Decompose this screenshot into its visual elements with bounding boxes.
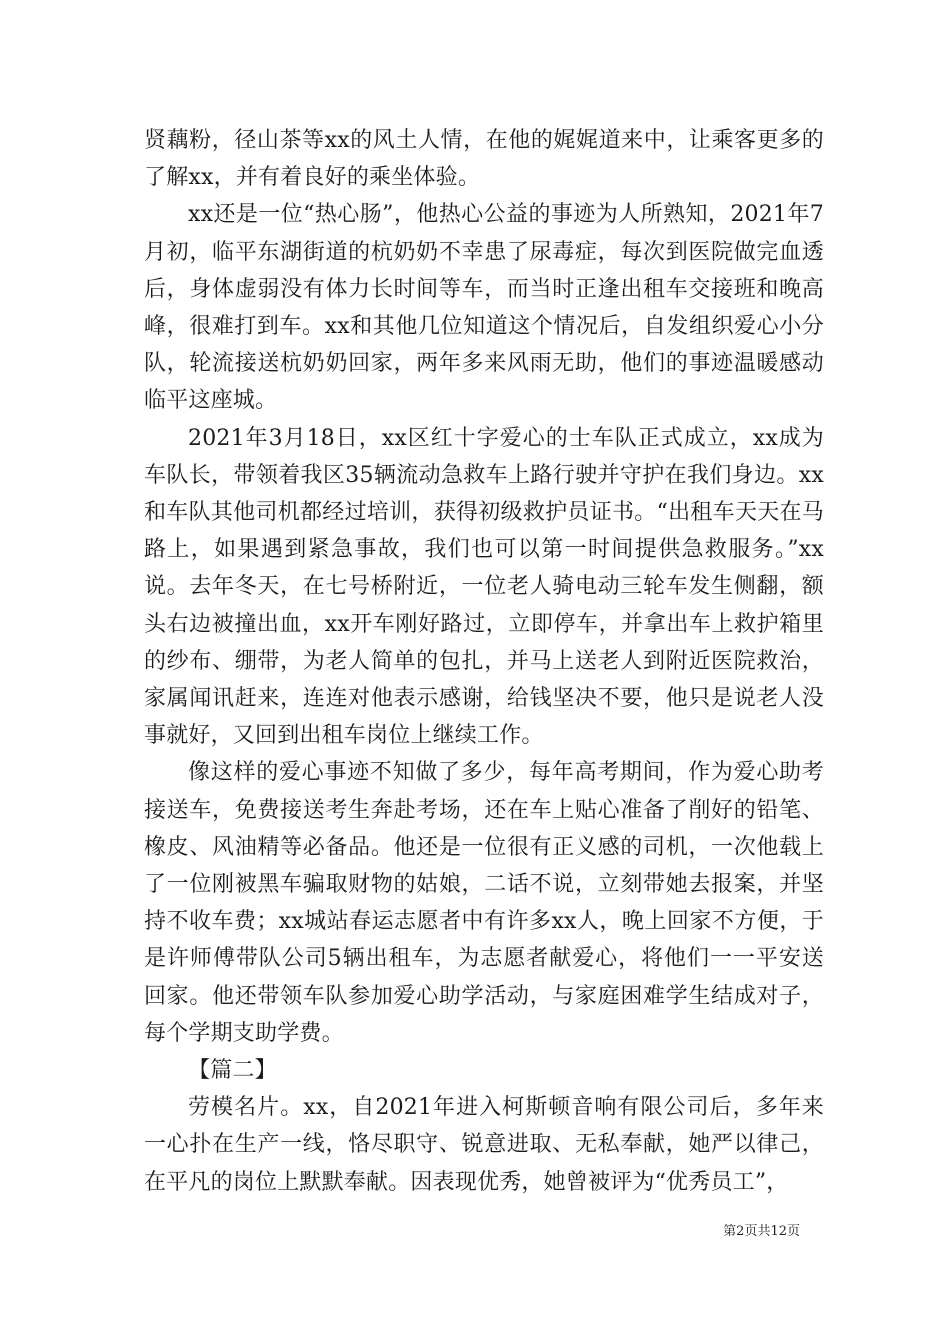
paragraph-3: 2021年3月18日，xx区红十字爱心的士车队正式成立，xx成为车队长，带领着我区35辆流动急救车上路行驶并守护在我们身边。xx和车队其他司机都经过培训，获得初级救护员证书。“出租车天天在马路上，如果遇到紧急事故，我们也可以第一时间提供急救服务。”xx说。去年冬天，在七号桥附近，一位老人骑电动三轮车发生侧翻，额头右边被撞出血，xx开车刚好路过，立即停车，并拿出车上救护箱里的纱布、绷带，为老人简单的包扎，并马上送老人到附近医院救治，家属闻讯赶来，连连对他表示感谢，给钱坚决不要，他只是说老人没事就好，又回到出租车岗位上继续工作。 <box>144 425 824 749</box>
paragraph-1: 贤藕粉，径山茶等xx的风土人情，在他的娓娓道来中，让乘客更多的了解xx，并有着良好的乘坐体验。 <box>144 128 824 191</box>
page-number-footer: 第2页共12页 <box>723 1224 800 1239</box>
paragraph-5: 劳模名片。xx，自2021年进入柯斯顿音响有限公司后，多年来一心扑在生产一线，恪尽职守、锐意进取、无私奉献，她严以律己，在平凡的岗位上默默奉献。因表现优秀，她曾被评为“优秀员工”， <box>144 1095 824 1195</box>
paragraph-2: xx还是一位“热心肠”，他热心公益的事迹为人所熟知，2021年7月初，临平东湖街道的杭奶奶不幸患了尿毒症，每次到医院做完血透后，身体虚弱没有体力长时间等车，而当时正逢出租车交接班和晚高峰，很难打到车。xx和其他几位知道这个情况后，自发组织爱心小分队，轮流接送杭奶奶回家，两年多来风雨无助，他们的事迹温暖感动临平这座城。 <box>144 202 824 414</box>
paragraph-4: 像这样的爱心事迹不知做了多少，每年高考期间，作为爱心助考接送车，免费接送考生奔赴考场，还在车上贴心准备了削好的铅笔、橡皮、风油精等必备品。他还是一位很有正义感的司机，一次他载上了一位刚被黑车骗取财物的姑娘，二话不说，立刻带她去报案，并坚持不收车费；xx城站春运志愿者中有许多xx人，晚上回家不方便，于是许师傅带队公司5辆出租车，为志愿者献爱心，将他们一一平安送回家。他还带领车队参加爱心助学活动，与家庭困难学生结成对子，每个学期支助学费。 <box>144 760 824 1046</box>
document-body <box>144 122 824 1201</box>
section-heading: 【篇二】 <box>188 1058 277 1084</box>
